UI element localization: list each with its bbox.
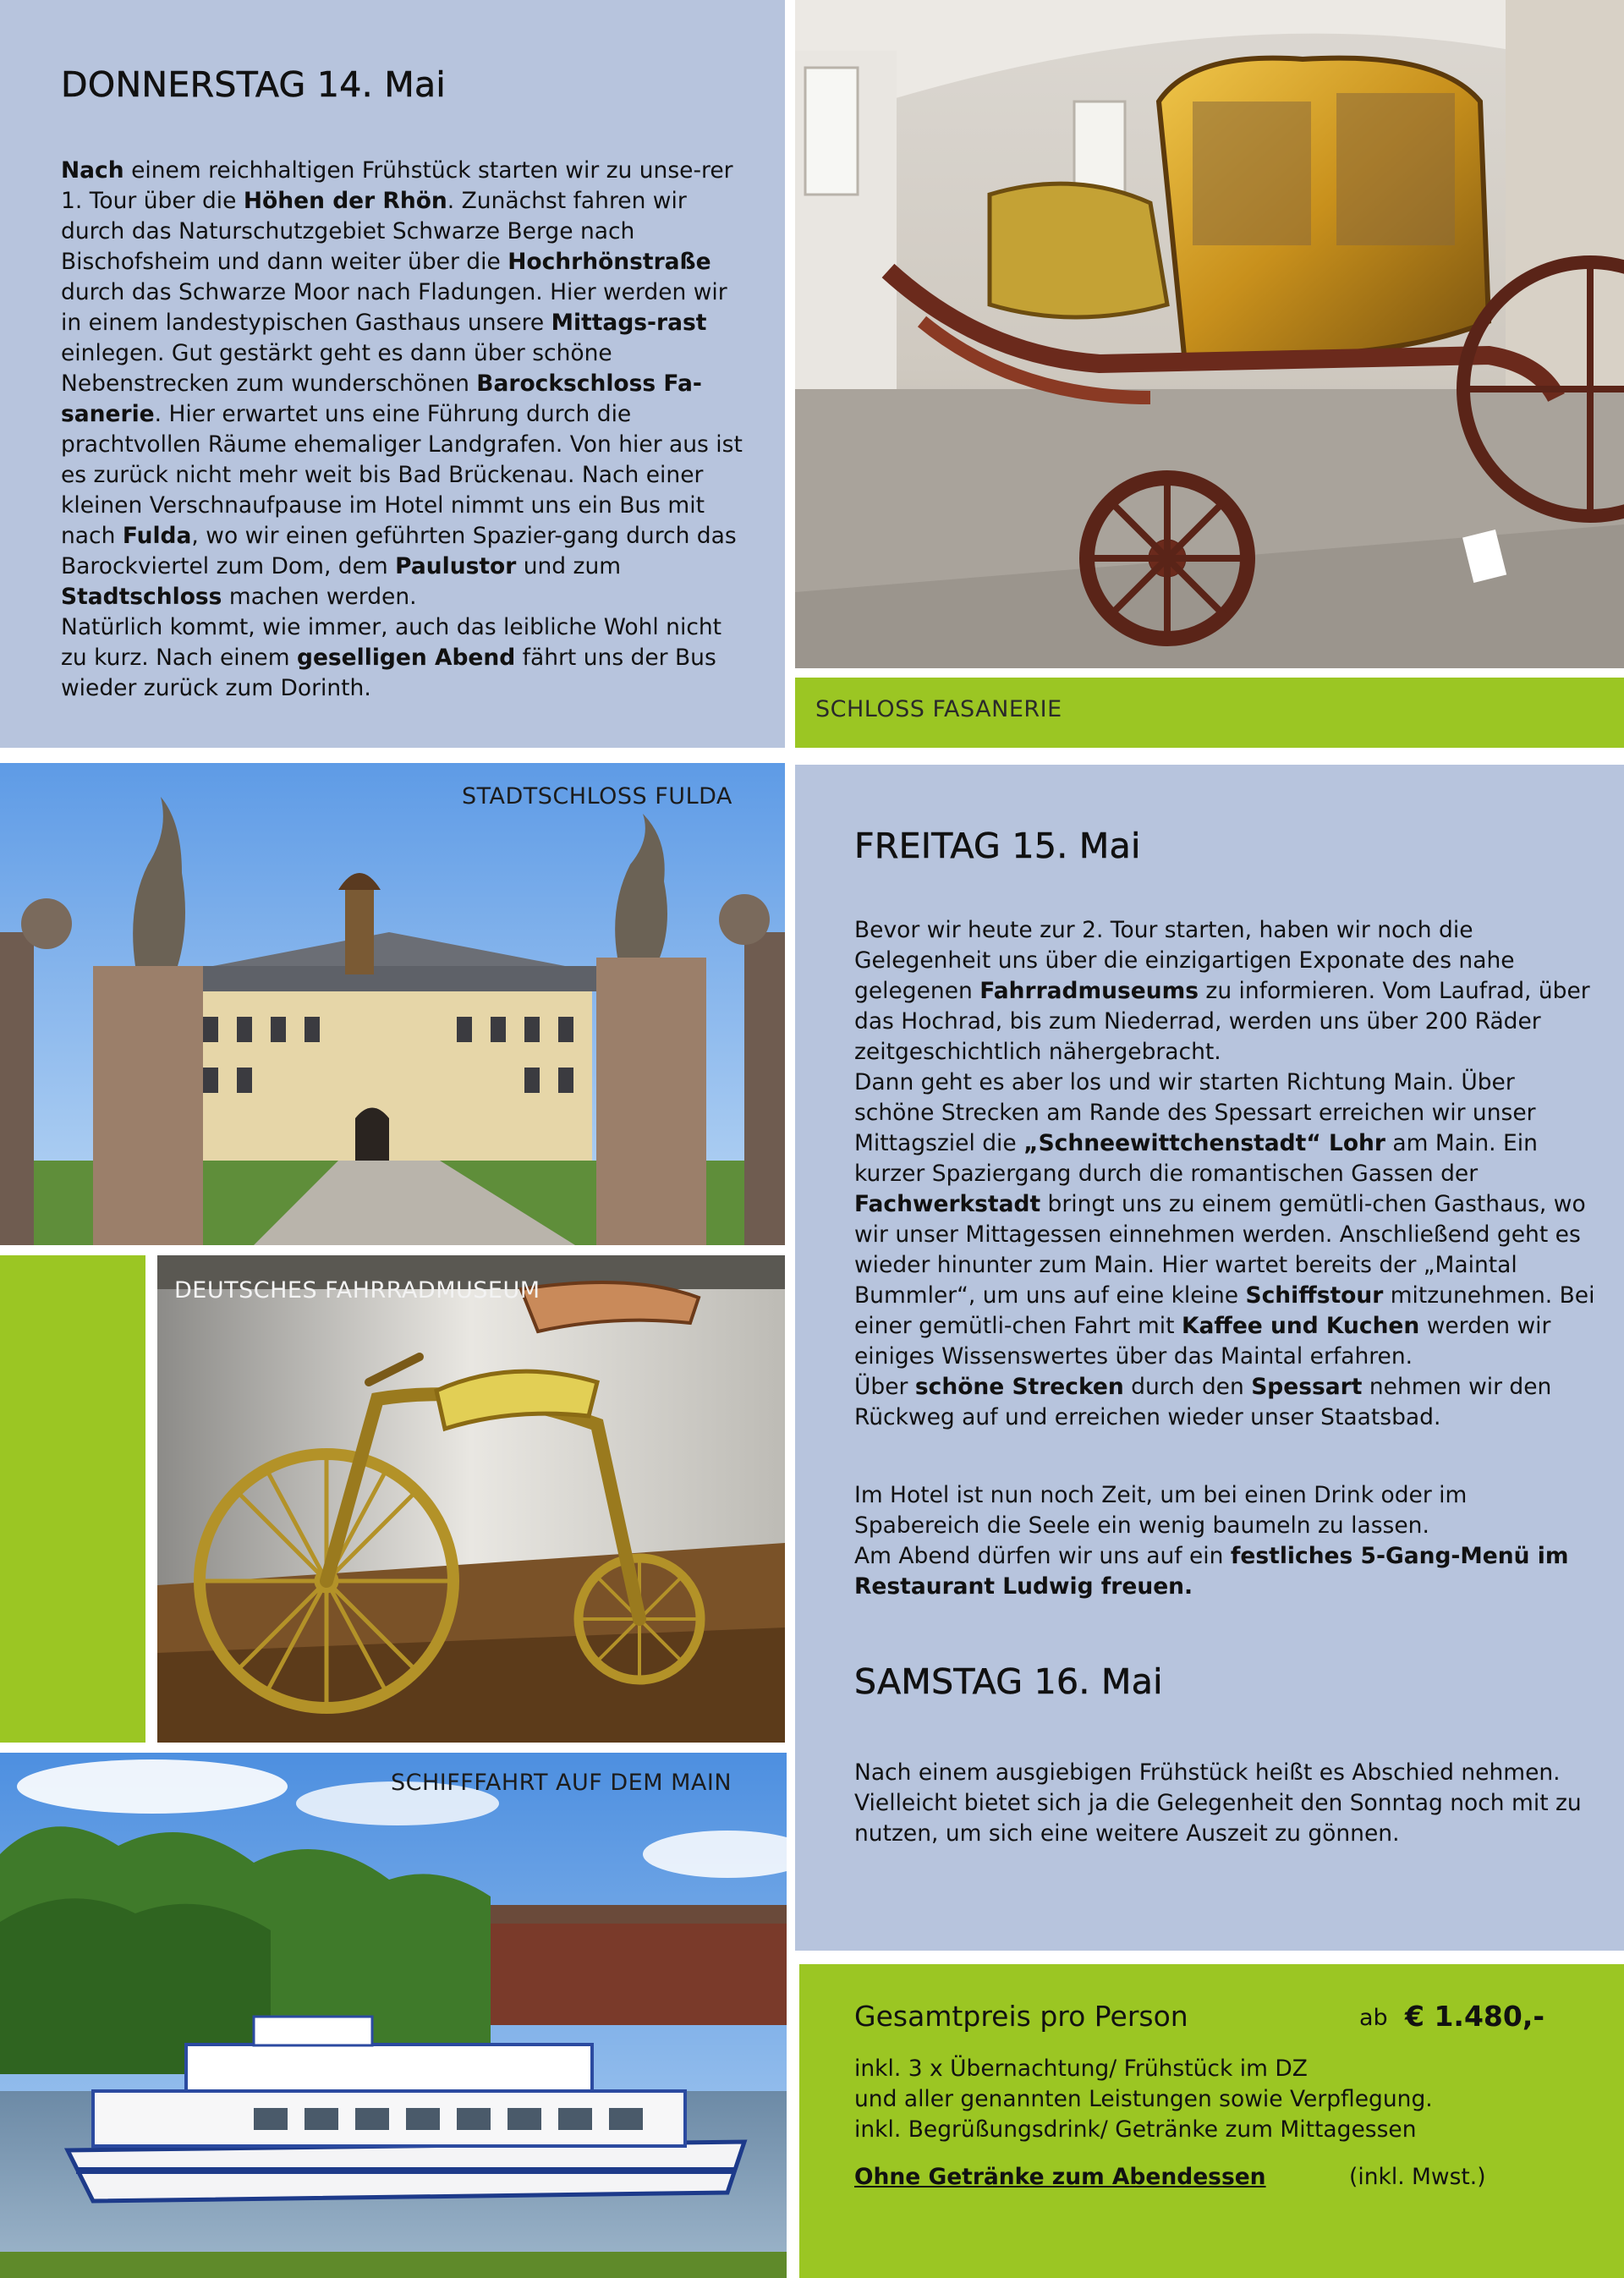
highlight-text: Hochrhönstraße xyxy=(508,249,711,275)
text-run: Am Abend dürfen wir uns auf ein xyxy=(854,1543,1231,1569)
text-run: , wo wir einen geführten Spazier-gang durch das Barockviertel zum Dom, dem xyxy=(61,523,737,579)
paragraph xyxy=(854,1068,1599,1372)
highlight-text: Höhen der Rhön xyxy=(243,188,447,214)
text-run: fährt uns der Bus wieder zurück zum Dorinth. xyxy=(61,645,716,701)
paragraph xyxy=(854,1541,1599,1602)
caption-schloss-fasanerie: SCHLOSS FASANERIE xyxy=(815,696,1062,722)
highlight-text: „Schneewittchenstadt“ Lohr xyxy=(1023,1130,1385,1156)
saturday-title: SAMSTAG 16. Mai xyxy=(854,1661,1163,1702)
highlight-text: festliches 5-Gang-Menü im Restaurant Ludwig freuen. xyxy=(854,1543,1569,1600)
text-run: Dann geht es aber los und wir starten Richtung Main. Über schöne Strecken am Rande des Spessart erreichen wir unser Mittagsziel die xyxy=(854,1069,1536,1156)
text-run: am Main. Ein kurzer Spaziergang durch die romantischen Gassen der xyxy=(854,1130,1538,1187)
text-run: einem reichhaltigen Frühstück starten wir zu unse-rer 1. Tour über die xyxy=(61,157,733,214)
text-run: zu informieren. Vom Laufrad, über das Hochrad, bis zum Niederrad, werden uns über 200 Räder zeitgeschichtlich nähergebracht. xyxy=(854,978,1590,1065)
text-run: Im Hotel ist nun noch Zeit, um bei einen Drink oder im Spabereich die Seele ein wenig baumeln zu lassen. xyxy=(854,1482,1468,1539)
highlight-text: Kaffee und Kuchen xyxy=(1181,1313,1420,1339)
highlight-text: Fulda xyxy=(122,523,192,549)
text-run: durch das Schwarze Moor nach Fladungen. Hier werden wir in einem landestypischen Gasthaus unsere xyxy=(61,279,727,336)
text-run: werden wir einiges Wissenswertes über das Maintal erfahren. xyxy=(854,1313,1551,1370)
price-amount: € 1.480,- xyxy=(1405,2000,1545,2033)
includes-line-2: und aller genannten Leistungen sowie Verpflegung. xyxy=(854,2086,1433,2112)
text-run: Über xyxy=(854,1374,915,1400)
highlight-text: Nach xyxy=(61,157,124,184)
carriage-photo xyxy=(795,0,1624,668)
highlight-text: Fachwerkstadt xyxy=(854,1191,1041,1217)
text-run: durch den xyxy=(1123,1374,1252,1400)
schloss-caption-bar xyxy=(795,678,1624,748)
fahrradmuseum-photo xyxy=(157,1255,785,1743)
price-includes xyxy=(854,2054,1433,2145)
text-run: Natürlich kommt, wie immer, auch das leibliche Wohl nicht zu kurz. Nach einem xyxy=(61,614,722,671)
saturday-paragraph: Nach einem ausgiebigen Frühstück heißt es Abschied nehmen. Vielleicht bietet sich ja die Gelegenheit den Sonntag noch mit zu nutzen, um sich eine weitere Auszeit zu gönnen. xyxy=(854,1759,1582,1847)
text-run: . Hier erwartet uns eine Führung durch die prachtvollen Räume ehemaliger Landgrafen. Von hier aus ist es zurück nicht mehr weit bis Bad Brückenau. Nach einer kleinen Verschnaufpause im Hotel nimmt uns ein Bus mit nach xyxy=(61,401,743,549)
price-panel xyxy=(799,1964,1624,2278)
includes-line-3: inkl. Begrüßungsdrink/ Getränke zum Mittagessen xyxy=(854,2116,1417,2143)
highlight-text: geselligen Abend xyxy=(296,645,516,671)
highlight-text: Barockschloss Fa-sanerie xyxy=(61,371,702,427)
caption-fahrradmuseum: DEUTSCHES FAHRRADMUSEUM xyxy=(174,1277,540,1304)
highlight-text: Spessart xyxy=(1251,1374,1363,1400)
highlight-text: Paulustor xyxy=(395,553,517,579)
paragraph xyxy=(61,156,746,612)
highlight-text: Schiffstour xyxy=(1245,1282,1384,1309)
paragraph xyxy=(854,1372,1599,1433)
text-run: mitzunehmen. Bei einer gemütli-chen Fahrt mit xyxy=(854,1282,1595,1339)
friday-evening-text xyxy=(854,1480,1599,1602)
friday-text xyxy=(854,915,1599,1433)
highlight-text: Mittags-rast xyxy=(551,310,707,336)
thursday-title: DONNERSTAG 14. Mai xyxy=(61,64,447,105)
green-side-strip xyxy=(0,1255,145,1743)
thursday-text xyxy=(61,156,746,704)
text-run: bringt uns zu einem gemütli-chen Gasthaus, wo wir unser Mittagessen einnehmen werden. Anschließend geht es wieder hinunter zum Main. Hier wartet bereits der „Maintal Bummler“, um uns auf eine kleine xyxy=(854,1191,1586,1309)
text-run: einlegen. Gut gestärkt geht es dann über schöne Nebenstrecken zum wunderschönen xyxy=(61,340,612,397)
highlight-text: Fahrradmuseums xyxy=(979,978,1199,1004)
text-run: nehmen wir den Rückweg auf und erreichen wieder unser Staatsbad. xyxy=(854,1374,1552,1430)
friday-saturday-panel xyxy=(795,765,1624,1951)
text-run: und zum xyxy=(516,553,622,579)
includes-line-1: inkl. 3 x Übernachtung/ Frühstück im DZ xyxy=(854,2056,1308,2082)
price-note: Ohne Getränke zum Abendessen xyxy=(854,2164,1266,2190)
paragraph xyxy=(854,915,1599,1068)
price-label: Gesamtpreis pro Person xyxy=(854,2000,1188,2033)
text-run: Bevor wir heute zur 2. Tour starten, haben wir noch die Gelegenheit uns über die einzigartigen Exponate des nahe gelegenen xyxy=(854,917,1515,1004)
highlight-text: Stadtschloss xyxy=(61,584,222,610)
saturday-text xyxy=(854,1758,1582,1849)
paragraph xyxy=(61,612,746,704)
price-prefix: ab xyxy=(1359,2005,1388,2031)
schifffahrt-photo xyxy=(0,1753,787,2278)
paragraph xyxy=(854,1480,1599,1541)
text-run: machen werden. xyxy=(222,584,417,610)
friday-title: FREITAG 15. Mai xyxy=(854,826,1141,866)
price-vat: (inkl. Mwst.) xyxy=(1349,2164,1486,2190)
stadtschloss-photo xyxy=(0,763,785,1245)
highlight-text: schöne Strecken xyxy=(914,1374,1124,1400)
thursday-panel xyxy=(0,0,785,748)
caption-stadtschloss-fulda: STADTSCHLOSS FULDA xyxy=(462,783,732,810)
text-run: . Zunächst fahren wir durch das Naturschutzgebiet Schwarze Berge nach Bischofsheim und dann weiter über die xyxy=(61,188,687,275)
caption-schifffahrt: SCHIFFFAHRT AUF DEM MAIN xyxy=(391,1770,732,1796)
